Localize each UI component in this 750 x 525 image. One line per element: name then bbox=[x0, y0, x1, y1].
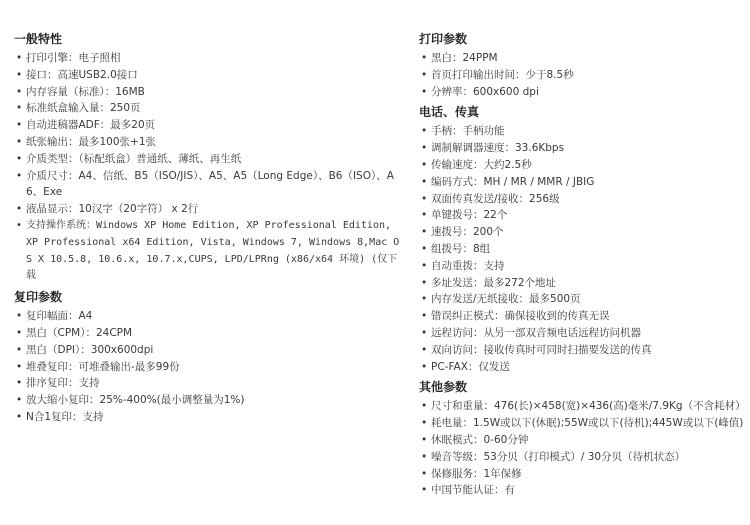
spec-item: • 黑白（CPM）：24CPM bbox=[14, 325, 400, 342]
spec-item: • 分辨率：600x600 dpi bbox=[419, 84, 744, 101]
spec-item: • 堆叠复印：可堆叠输出-最多99份 bbox=[14, 359, 400, 376]
spec-item: • 噪音等级：53分贝（打印模式）/ 30分贝（待机状态） bbox=[419, 449, 744, 466]
section-title: 复印参数 bbox=[14, 290, 63, 305]
phone-fax-section bbox=[419, 103, 744, 375]
print-specs-section bbox=[419, 30, 744, 100]
spec-item: • 保修服务：1年保修 bbox=[419, 466, 744, 483]
spec-item: • 内存容量（标准）：16MB bbox=[14, 84, 400, 101]
spec-list bbox=[419, 123, 744, 375]
spec-item: • 中国节能认证：有 bbox=[419, 482, 744, 499]
copy-specs-section bbox=[14, 288, 400, 426]
spec-item: • 放大缩小复印：25%-400%(最小调整量为1%) bbox=[14, 392, 400, 409]
spec-item: • 传输速度：大约2.5秒 bbox=[419, 157, 744, 174]
spec-item: • N合1复印：支持 bbox=[14, 409, 400, 426]
spec-item: • 复印幅面：A4 bbox=[14, 308, 400, 325]
spec-list bbox=[14, 50, 400, 285]
spec-item: • 双向访问：接收传真时可同时扫描要发送的传真 bbox=[419, 342, 744, 359]
spec-item: • 液晶显示：10汉字（20字符） x 2行 bbox=[14, 201, 400, 218]
spec-item: • 调制解调器速度：33.6Kbps bbox=[419, 140, 744, 157]
spec-item: • 支持操作系统：Windows XP Home Edition, XP Professional Edition, XP Professional x64 Edition, Vista, Windows 7, Windows 8,Mac OS X 10.5.8, 10.6.x, 10.7.x,CUPS, LPD/LPRng (x86/x64 环境) (仅下载 bbox=[14, 218, 400, 285]
spec-item: • 自动进稿器ADF：最多20页 bbox=[14, 117, 400, 134]
spec-item: • 接口：高速USB2.0接口 bbox=[14, 67, 400, 84]
spec-item: • 内存发送/无纸接收：最多500页 bbox=[419, 291, 744, 308]
spec-item: • 耗电量：1.5W或以下(休眠);55W或以下(待机);445W或以下(峰值) bbox=[419, 415, 744, 432]
spec-item: • 双面传真发送/接收：256级 bbox=[419, 191, 744, 208]
spec-item: • 组拨号：8组 bbox=[419, 241, 744, 258]
spec-item: • 标准纸盒输入量：250页 bbox=[14, 100, 400, 117]
spec-item: • 黑白（DPI）：300x600dpi bbox=[14, 342, 400, 359]
spec-item: • 黑白：24PPM bbox=[419, 50, 744, 67]
left-column bbox=[14, 30, 400, 426]
spec-item: • 首页打印输出时间：少于8.5秒 bbox=[419, 67, 744, 84]
spec-item: • 介质类型：（标配纸盒）普通纸、薄纸、再生纸 bbox=[14, 151, 400, 168]
spec-item: • PC-FAX：仅发送 bbox=[419, 359, 744, 376]
spec-item: • 编码方式：MH / MR / MMR / JBIG bbox=[419, 174, 744, 191]
right-column bbox=[419, 30, 744, 499]
spec-item: • 休眠模式：0-60分钟 bbox=[419, 432, 744, 449]
spec-list bbox=[419, 398, 744, 499]
spec-item: • 多址发送：最多272个地址 bbox=[419, 275, 744, 292]
section-title: 打印参数 bbox=[419, 32, 468, 46]
spec-item: • 单键拨号：22个 bbox=[419, 207, 744, 224]
spec-item: • 错误纠正模式：确保接收到的传真无误 bbox=[419, 308, 744, 325]
section-title: 电话、传真 bbox=[419, 105, 480, 120]
section-title: 一般特性 bbox=[14, 32, 63, 46]
spec-item: • 尺寸和重量：476(长)×458(宽)×436(高)毫米/7.9Kg（不含耗材） bbox=[419, 398, 744, 415]
spec-item: • 速拨号：200个 bbox=[419, 224, 744, 241]
general-specs-section bbox=[14, 30, 400, 285]
section-title: 其他参数 bbox=[419, 380, 468, 395]
spec-list bbox=[419, 50, 744, 100]
spec-item: • 手柄：手柄功能 bbox=[419, 123, 744, 140]
spec-item: • 远程访问：从另一部双音频电话远程访问机器 bbox=[419, 325, 744, 342]
spec-item: • 排序复印：支持 bbox=[14, 375, 400, 392]
spec-item: • 介质尺寸：A4、信纸、B5（ISO/JIS）、A5、A5（Long Edge）、B6（ISO）、A6、Exe bbox=[14, 168, 400, 202]
spec-item: • 自动重拨：支持 bbox=[419, 258, 744, 275]
spec-item: • 纸张输出：最多100张+1张 bbox=[14, 134, 400, 151]
spec-item: • 打印引擎：电子照相 bbox=[14, 50, 400, 67]
other-specs-section bbox=[419, 378, 744, 499]
spec-list bbox=[14, 308, 400, 426]
